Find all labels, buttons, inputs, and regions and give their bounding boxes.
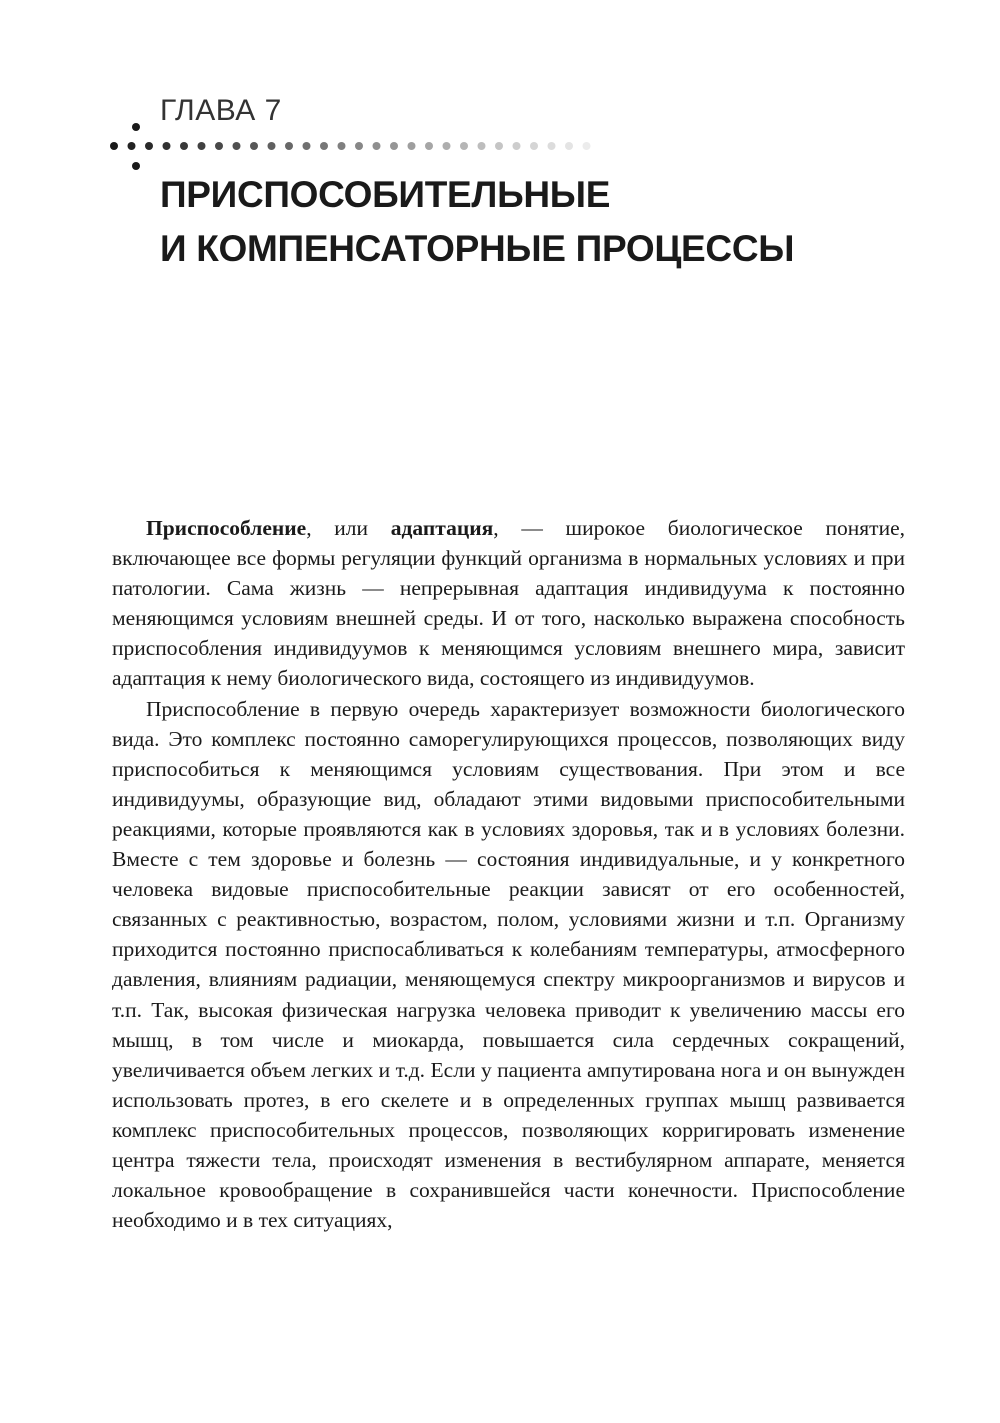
decorative-dot [443,142,451,150]
decorative-dot [145,142,153,150]
decorative-dot [285,142,293,150]
decorative-dot [408,142,416,150]
decorative-dot [163,142,171,150]
decorative-dot [425,142,433,150]
dot-row [110,142,591,150]
paragraph-1-text: , — широкое биологическое понятие, включающее все формы регуляции функций организма в нормальных условиях и при патологии. Сама жизнь — непрерывная адаптация индивидуума к постоянно меняющимся условиям внешней среды. И от того, насколько выражена способность приспособления индивидуумов к меняющимся условиям внешнего мира, зависит адаптация к нему биологического вида, состоящего из индивидуумов. [112,516,906,691]
decorative-dot [268,142,276,150]
decorative-dot [338,142,346,150]
chapter-title [160,168,794,276]
decorative-dot [478,142,486,150]
decorative-dot [198,142,206,150]
decorative-dot [530,142,538,150]
decorative-dot [390,142,398,150]
decorative-dot [303,142,311,150]
decorative-dot [548,142,556,150]
chapter-title-line-1: ПРИСПОСОБИТЕЛЬНЫЕ [160,174,611,215]
term-priposoblenie: Приспособление [146,516,307,540]
decorative-dot [180,142,188,150]
decorative-dot [495,142,503,150]
decorative-dot [565,142,573,150]
decorative-dot [128,142,136,150]
decorative-dot [460,142,468,150]
chapter-title-line-2: И КОМПЕНСАТОРНЫЕ ПРОЦЕССЫ [160,228,795,269]
decorative-dot [250,142,258,150]
term-adaptatsiya: адаптация [390,516,494,540]
chapter-label: ГЛАВА 7 [160,94,282,127]
body-text [112,513,905,1235]
decorative-dot [583,142,591,150]
decorative-dot [110,142,118,150]
decorative-dot [513,142,521,150]
decorative-dot [320,142,328,150]
paragraph-1 [112,513,905,694]
decorative-dot [373,142,381,150]
term-separator: , или [306,516,391,540]
decorative-dot [355,142,363,150]
paragraph-2: Приспособление в первую очередь характеризует возможности биологического вида. Это комплекс постоянно саморегулирующихся процессов, позволяющих виду приспособиться к меняющимся условиям существования. При этом и все индивидуумы, образующие вид, обладают этими видовыми приспособительными реакциями, которые проявляются как в условиях здоровья, так и в условиях болезни. Вместе с тем здоровье и болезнь — состояния индивидуальные, и у конкретного человека видовые приспособительные реакции зависят от его особенностей, связанных с реактивностью, возрастом, полом, условиями жизни и т.п. Организму приходится постоянно приспосабливаться к колебаниям температуры, атмосферного давления, влияниям радиации, меняющемуся спектру микроорганизмов и вирусов и т.п. Так, высокая физическая нагрузка человека приводит к увеличению массы его мышц, в том числе и миокарда, повышается сила сердечных сокращений, увеличивается объем легких и т.д. Если у пациента ампутирована нога и он вынужден использовать протез, в его скелете и в определенных группах мышц развивается комплекс приспособительных процессов, позволяющих корригировать изменение центра тяжести тела, происходят изменения в вестибулярном аппарате, меняется локальное кровообращение в сохранившейся части конечности. Приспособление необходимо и в тех ситуациях, [112,696,905,1233]
decorative-dot [215,142,223,150]
decorative-dot [233,142,241,150]
